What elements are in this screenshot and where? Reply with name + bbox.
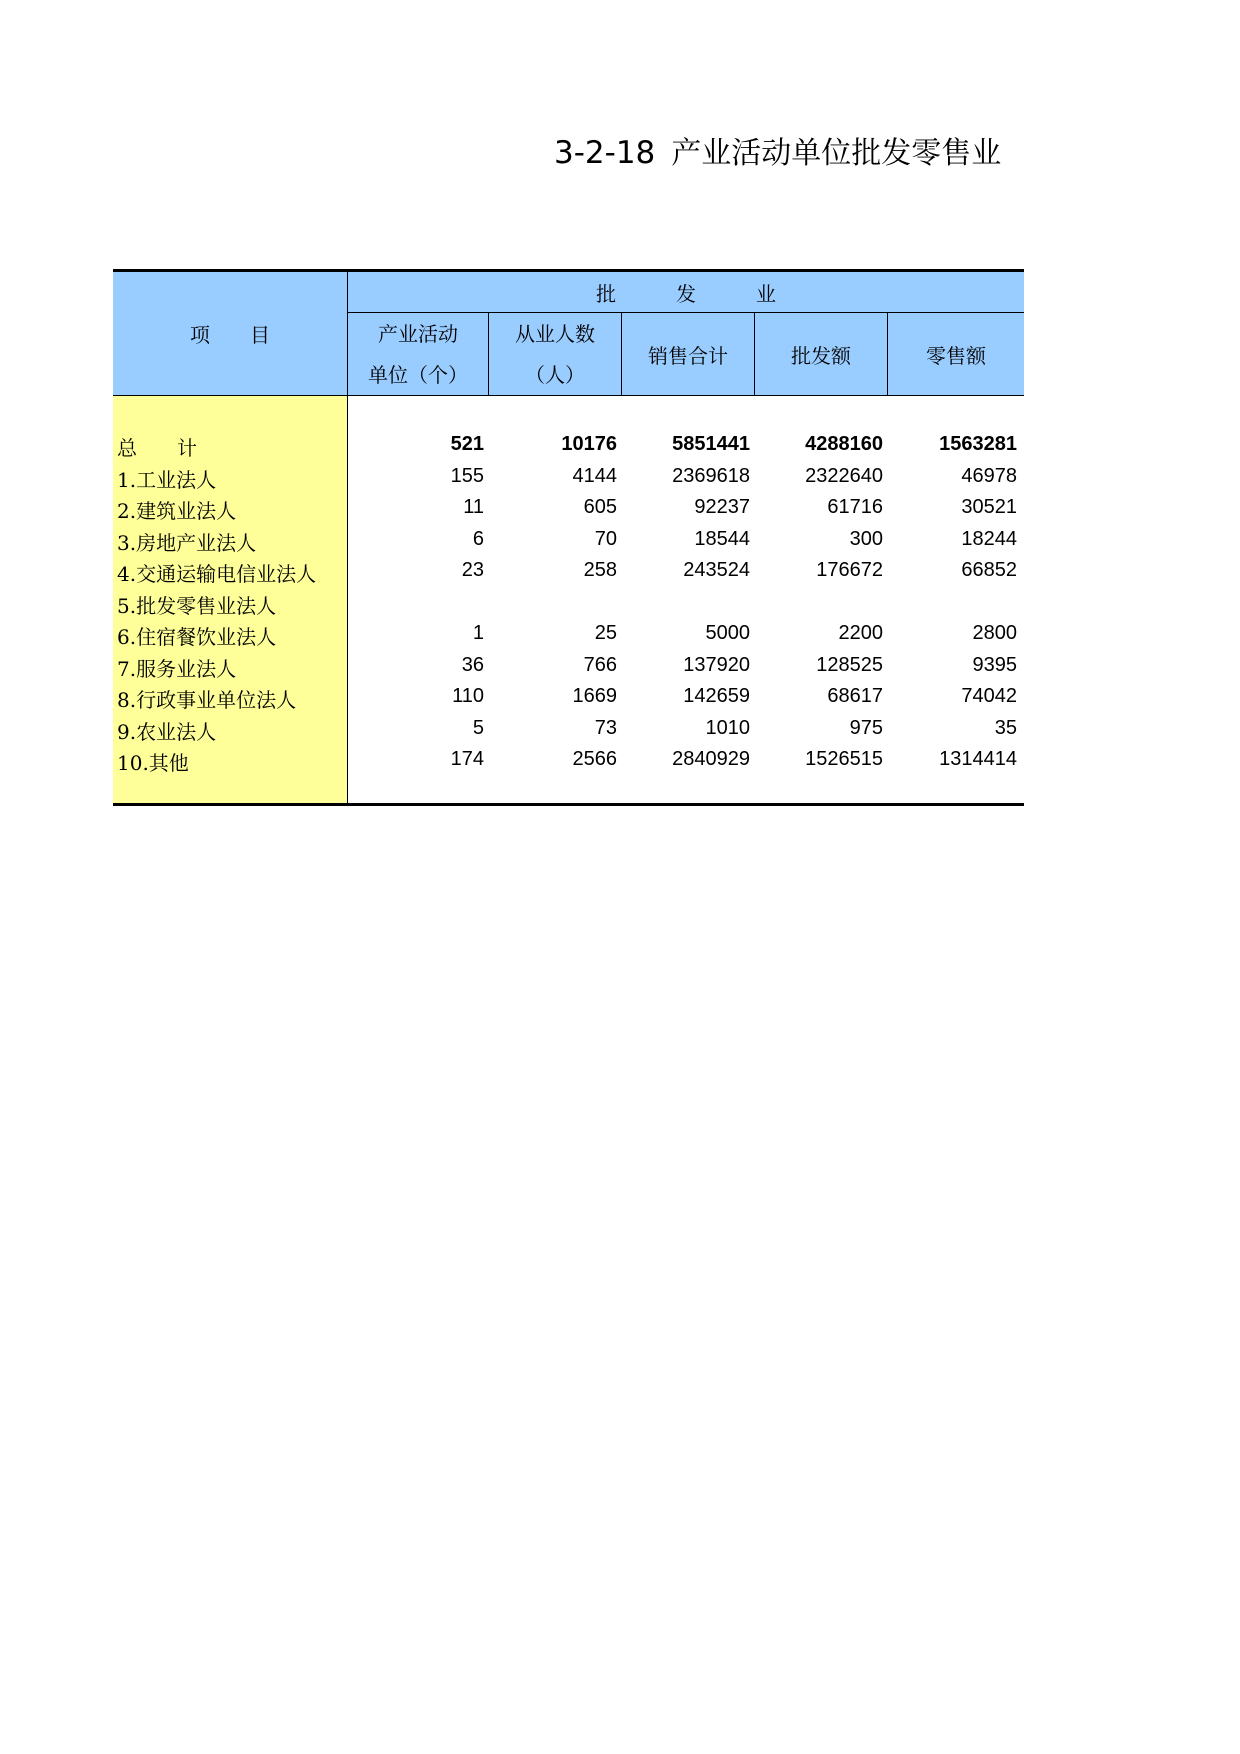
row-value: 1669	[572, 685, 617, 707]
row-label: 1.工业法人	[117, 467, 217, 492]
group-underline	[348, 312, 1024, 313]
row-value: 35	[994, 716, 1017, 739]
row-value: 4144	[572, 464, 617, 487]
row-value: 68617	[827, 685, 883, 707]
row-value: 18544	[694, 527, 750, 550]
bottom-border	[113, 803, 1024, 806]
row-value: 766	[583, 653, 617, 676]
col-divider-3	[754, 313, 755, 396]
row-value: 243524	[683, 559, 750, 581]
row-label: 6.住宿餐饮业法人	[117, 625, 277, 649]
row-label: 10.其他	[117, 751, 189, 775]
row-value: 142659	[683, 685, 750, 707]
row-label: 4.交通运输电信业法人	[117, 562, 317, 586]
row-value: 137920	[683, 653, 750, 676]
row-value: 128525	[816, 653, 883, 676]
row-value: 2322640	[805, 464, 883, 487]
row-value: 61716	[827, 496, 883, 518]
row-value: 70	[594, 527, 617, 550]
table-code: 3-2-18	[554, 135, 656, 171]
data-table	[113, 269, 1024, 807]
col-header-retail: 零售额	[926, 344, 986, 368]
row-value: 92237	[694, 496, 750, 518]
row-value: 2566	[572, 748, 617, 770]
row-value: 2800	[972, 622, 1017, 644]
col-divider-4	[887, 313, 888, 396]
row-value: 155	[450, 464, 484, 487]
row-label: 5.批发零售业法人	[117, 593, 277, 618]
row-value: 25	[594, 622, 617, 644]
row-value: 11	[463, 496, 484, 518]
top-border	[113, 269, 1024, 272]
row-value: 5000	[705, 622, 750, 644]
row-value: 5	[472, 716, 484, 739]
table-name: 产业活动单位批发零售业	[671, 136, 1002, 171]
row-value: 975	[849, 716, 883, 739]
row-value: 23	[461, 559, 484, 581]
col-divider-1	[488, 313, 489, 396]
row-label: 3.房地产业法人	[117, 530, 257, 555]
row-value: 30521	[961, 496, 1017, 518]
row-value: 4288160	[805, 433, 883, 455]
row-value: 1	[472, 622, 484, 644]
row-value: 2200	[838, 622, 883, 644]
row-label: 2.建筑业法人	[117, 499, 237, 523]
row-value: 110	[452, 685, 484, 707]
row-value: 9395	[972, 653, 1017, 676]
row-label: 总 计	[117, 436, 197, 460]
row-value: 1314414	[939, 748, 1017, 770]
row-value: 605	[583, 496, 617, 518]
row-value: 36	[461, 653, 484, 676]
row-value: 73	[594, 716, 617, 739]
col-header-units: 产业活动 单位（个）	[368, 321, 468, 387]
page-title	[554, 128, 1024, 172]
row-label: 7.服务业法人	[117, 656, 237, 681]
row-value: 66852	[961, 559, 1017, 581]
item-column-header: 项 目	[190, 323, 270, 347]
row-label: 9.农业法人	[117, 719, 217, 744]
label-column-divider	[347, 271, 348, 805]
row-value: 10176	[561, 433, 617, 455]
row-value: 2369618	[672, 464, 750, 487]
row-label: 8.行政事业单位法人	[117, 688, 297, 712]
row-value: 521	[450, 433, 484, 455]
row-value: 46978	[961, 464, 1017, 487]
row-value: 6	[472, 527, 484, 550]
wholesale-group-header: 批 发 业	[596, 281, 776, 306]
row-value: 18244	[961, 527, 1017, 550]
row-value: 258	[583, 559, 617, 581]
row-value: 176672	[816, 559, 883, 581]
row-value: 74042	[961, 685, 1017, 707]
col-header-sales-total: 销售合计	[648, 344, 728, 368]
col-header-employees: 从业人数 （人）	[515, 321, 595, 387]
row-value: 1526515	[805, 748, 883, 770]
row-value: 300	[849, 527, 883, 550]
row-value: 1010	[705, 716, 750, 739]
col-header-wholesale: 批发额	[791, 344, 851, 368]
row-value: 1563281	[939, 433, 1017, 455]
row-value: 174	[450, 748, 484, 770]
row-value: 5851441	[672, 433, 750, 455]
col-divider-2	[621, 313, 622, 396]
row-value: 2840929	[672, 748, 750, 770]
